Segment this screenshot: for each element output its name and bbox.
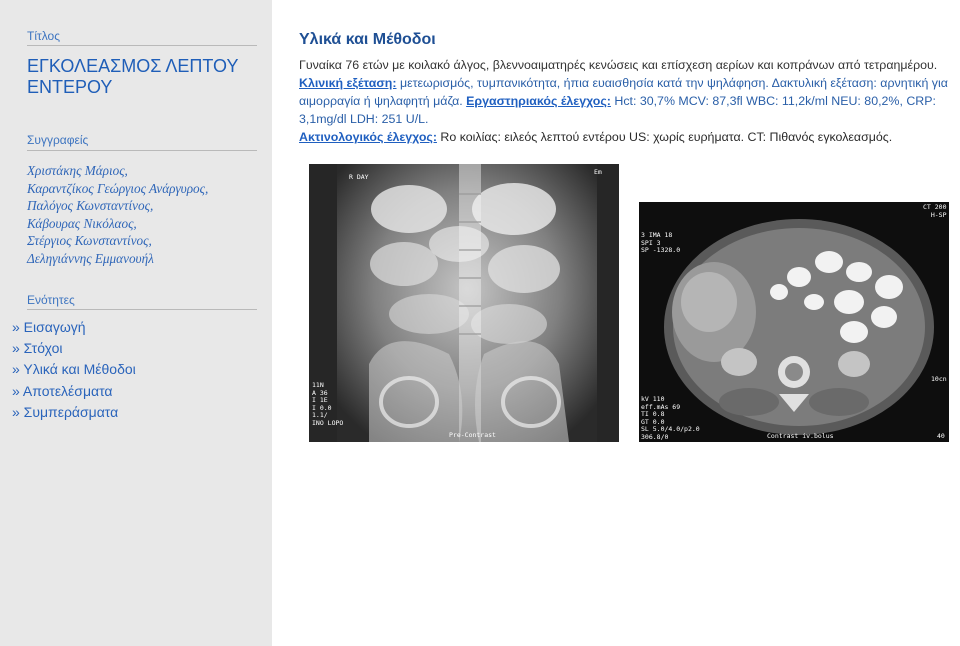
divider xyxy=(27,150,257,151)
author-name: Κάβουρας Νικόλαος, xyxy=(27,215,137,231)
main-content xyxy=(299,30,960,146)
xray-overlay-line: 1.1/ xyxy=(312,411,328,419)
ct-overlay-line: GT 0.0 xyxy=(641,417,665,426)
nav-link-materials-methods[interactable]: » Υλικά και Μέθοδοι xyxy=(12,361,136,378)
xray-overlay-block xyxy=(312,382,343,427)
author-name: Στέργιος Κωνσταντίνος, xyxy=(27,233,152,249)
ct-overlay-label: 10cn xyxy=(931,375,947,383)
ct-overlay-line: TI 0.8 xyxy=(641,410,665,418)
xray-overlay-line: I 0.0 xyxy=(312,403,332,412)
radiology-paragraph xyxy=(299,128,960,146)
ct-overlay-line: kV 110 xyxy=(641,395,665,403)
digital-exam-text: Δακτυλική εξέταση: αρνητική για αιμορραγία ή ψηλαφητή μάζα. xyxy=(299,76,948,108)
xray-overlay-line: A 36 xyxy=(312,388,328,397)
xray-overlay-line: INO LOPO xyxy=(312,418,344,427)
ct-overlay-line: H-SP xyxy=(930,210,947,219)
author-name: Παλόγος Κωνσταντίνος, xyxy=(27,198,154,214)
ct-overlay-block xyxy=(641,396,700,441)
ct-overlay-line: SL 5.0/4.0/p2.0 xyxy=(641,425,700,433)
clinical-text: μετεωρισμός, τυμπανικότητα, ήπια ευαισθησία κατά την ψηλάφηση. xyxy=(396,76,769,90)
xray-drawing xyxy=(309,164,619,442)
sections-heading: Ενότητες xyxy=(27,293,75,307)
poster-title: ΕΓΚΟΛΕΑΣΜΟΣ ΛΕΠΤΟΥ ΕΝΤΕΡΟΥ xyxy=(27,56,239,97)
ct-overlay-block xyxy=(641,232,680,255)
sidebar xyxy=(0,0,272,646)
divider xyxy=(27,45,257,46)
abdominal-ct-image xyxy=(639,202,949,442)
ct-overlay-line: SP -1328.0 xyxy=(641,246,681,254)
author-name: Καραντζίκος Γεώργιος Ανάργυρος, xyxy=(27,180,209,196)
section-nav xyxy=(12,317,136,423)
ct-overlay-block xyxy=(923,204,946,219)
xray-overlay-label: R DAY xyxy=(349,173,369,181)
ct-overlay-line: eff.mAs 69 xyxy=(641,402,681,411)
xray-overlay-label: Em xyxy=(594,168,602,176)
author-list xyxy=(27,162,262,268)
authors-heading: Συγγραφείς xyxy=(27,133,89,147)
findings-paragraph xyxy=(299,74,960,128)
xray-overlay-line: I 1E xyxy=(312,396,328,404)
ct-overlay-label: Contrast iv.bolus xyxy=(767,432,834,440)
nav-link-results[interactable]: » Αποτελέσματα xyxy=(12,382,113,399)
ct-overlay-line: SPI 3 xyxy=(641,238,661,247)
title-heading: Τίτλος xyxy=(27,29,61,43)
ct-overlay-line: 306.8/0 xyxy=(641,432,669,441)
lab-text: Hct: 30,7% MCV: 87,3fl WBC: 11,2k/ml NEU: 80,2%, CRP: 3,1mg/dl LDH: 251 U/L. xyxy=(299,94,936,126)
ct-overlay-line: 3 IMA 18 xyxy=(641,231,673,239)
nav-link-introduction[interactable]: » Εισαγωγή xyxy=(12,319,86,335)
nav-link-conclusions[interactable]: » Συμπεράσματα xyxy=(12,403,119,420)
lab-label: Εργαστηριακός έλεγχος: xyxy=(466,94,611,108)
author-name: Χριστάκης Μάριος, xyxy=(27,163,128,178)
nav-link-objectives[interactable]: » Στόχοι xyxy=(12,340,63,357)
section-title: Υλικά και Μέθοδοι xyxy=(299,31,436,48)
divider xyxy=(27,309,257,310)
intro-paragraph: Γυναίκα 76 ετών με κοιλακό άλγος, βλεννοαιματηρές κενώσεις και επίσχεση αερίων και κοπράνων από τετραημέρου. xyxy=(299,58,938,72)
xray-overlay-line: 11N xyxy=(312,381,324,389)
author-name: Δεληγιάννης Εμμανουήλ xyxy=(27,250,154,266)
clinical-label: Κλινική εξέταση: xyxy=(299,76,397,90)
radiology-label: Ακτινολογικός έλεγχος: xyxy=(299,130,437,144)
xray-overlay-label: Pre-Contrast xyxy=(449,431,496,439)
ct-overlay-label: 40 xyxy=(937,432,945,440)
abdominal-xray-image xyxy=(309,164,619,442)
ct-overlay-line: CT 200 xyxy=(923,203,947,211)
radiology-text: Ro κοιλίας: ειλεός λεπτού εντέρου US: χωρίς ευρήματα. CT: Πιθανός εγκολεασμός. xyxy=(436,130,893,144)
